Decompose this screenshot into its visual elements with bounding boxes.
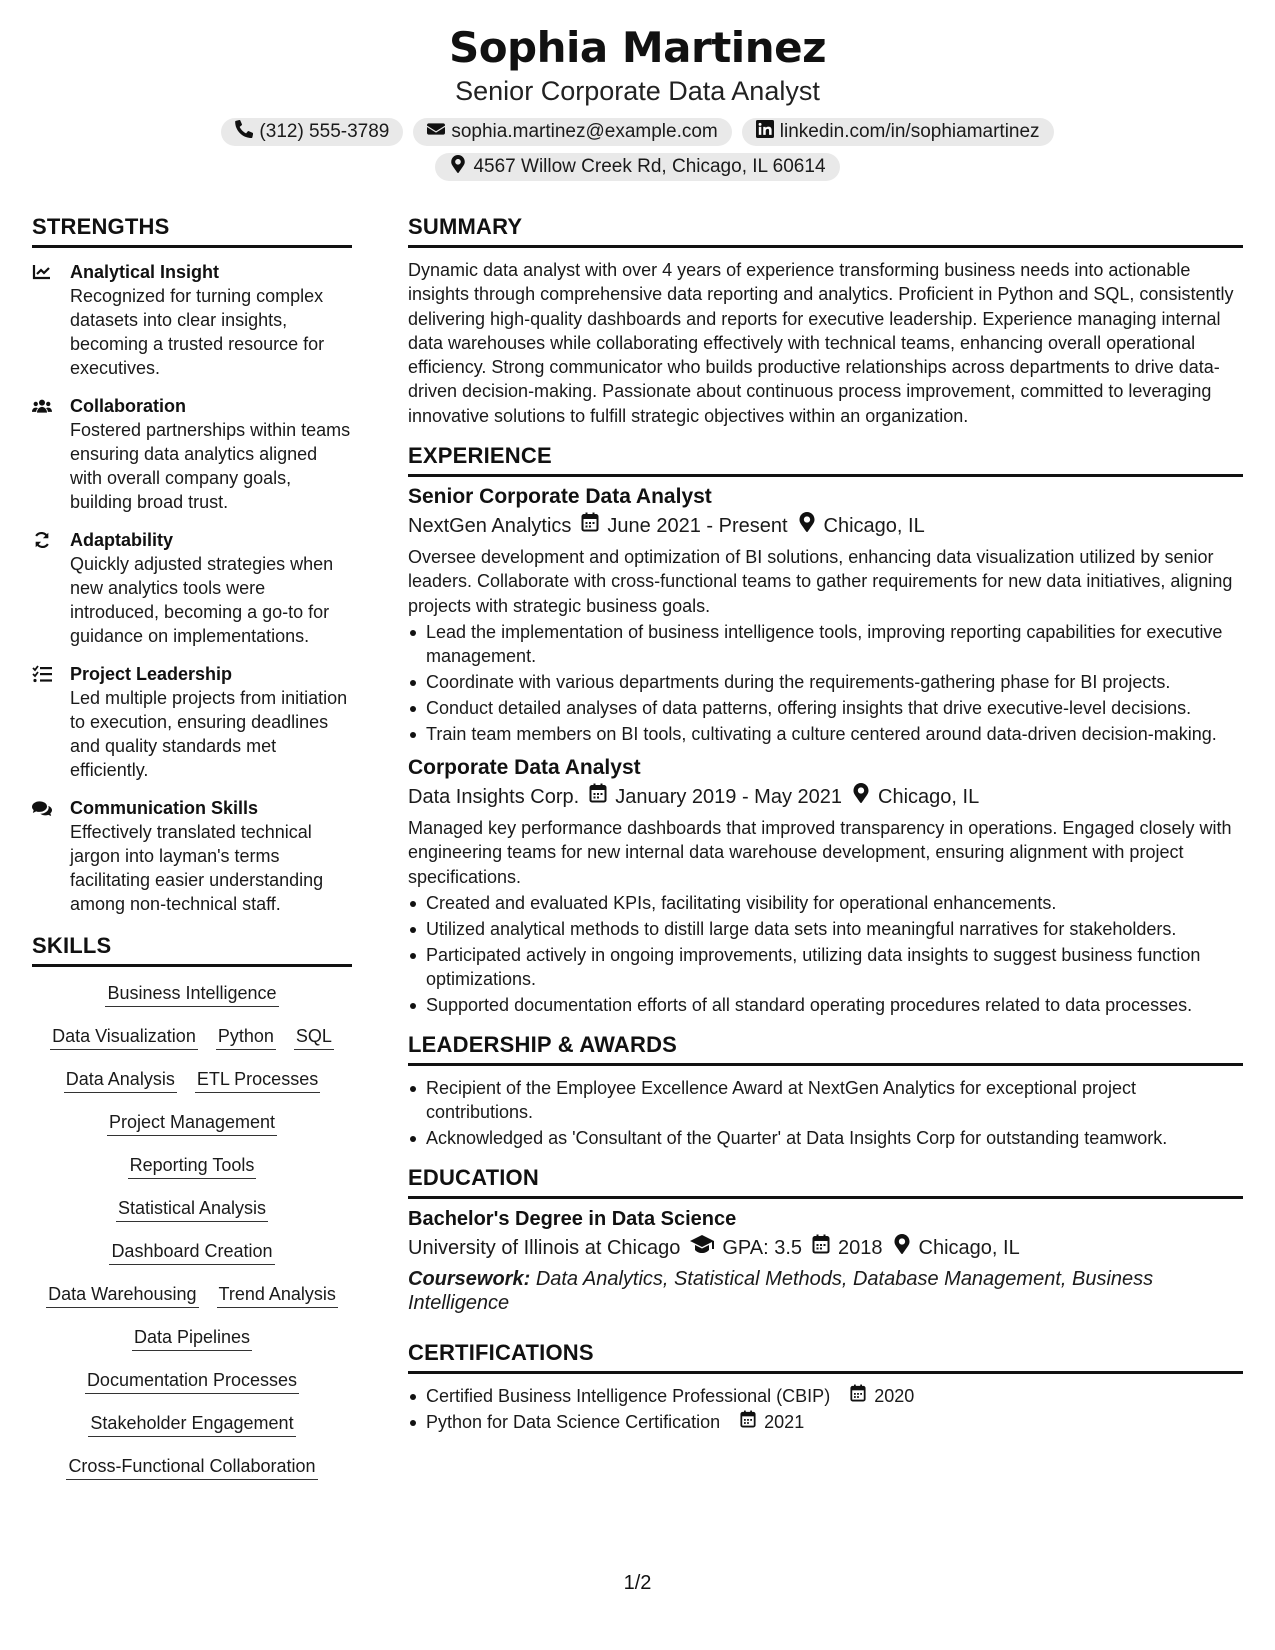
job-meta — [408, 782, 1243, 812]
company-name: Data Insights Corp. — [408, 785, 580, 808]
skills-list — [32, 977, 352, 1480]
phone-chip[interactable] — [221, 118, 403, 146]
job-description: Oversee development and optimization of BI solutions, enhancing data visualization utilized by senior leaders. Collaborate with cross-functional teams to gather requirements for new data initiatives, aligning projects with strategic business goals. — [408, 547, 1233, 616]
strength-desc: Recognized for turning complex datasets into clear insights, becoming a trusted resource for executives. — [70, 286, 325, 378]
coursework — [408, 1267, 1243, 1315]
candidate-title: Senior Corporate Data Analyst — [455, 76, 820, 106]
phone-icon — [235, 120, 253, 144]
strength-title: Project Leadership — [70, 664, 233, 684]
sync-icon — [32, 528, 56, 648]
job-title: Corporate Data Analyst — [408, 755, 641, 779]
skills-heading: SKILLS — [32, 932, 352, 967]
strength-desc: Led multiple projects from initiation to execution, ensuring deadlines and quality standards met efficiently. — [70, 688, 348, 780]
school-name: University of Illinois at Chicago — [408, 1236, 681, 1259]
linkedin-icon — [756, 120, 774, 144]
skill-tag: SQL — [294, 1024, 334, 1050]
strength-title: Adaptability — [70, 530, 174, 550]
education-location: Chicago, IL — [918, 1236, 1020, 1259]
linkedin-chip[interactable] — [742, 118, 1054, 146]
job-meta — [408, 511, 1243, 541]
strength-title: Analytical Insight — [70, 262, 220, 282]
job-dates: June 2021 - Present — [607, 515, 788, 538]
chart-line-icon — [32, 260, 56, 380]
job-bullet: Supported documentation efforts of all standard operating procedures related to data processes. — [408, 993, 1243, 1017]
strength-desc: Quickly adjusted strategies when new analytics tools were introduced, becoming a go-to for guidance on implementations. — [70, 554, 334, 646]
address-chip[interactable] — [435, 153, 839, 181]
awards-heading: LEADERSHIP & AWARDS — [408, 1031, 1243, 1066]
job-title: Senior Corporate Data Analyst — [408, 485, 712, 509]
education-meta — [408, 1233, 1243, 1263]
graduation-year: 2018 — [838, 1236, 883, 1259]
users-icon — [32, 394, 56, 514]
summary-text: Dynamic data analyst with over 4 years of experience transforming business needs into actionable insights through comprehensive data reporting and analytics. Proficient in Python and SQL, consistently delivering high-quality dashboards and reports for executive leadership. Experience managing internal data warehouses while collaborating effectively with technical teams, enhancing overall operational efficiency. Strong communicator who builds productive relationships across departments to drive data-driven decision-making. Passionate about continuous process improvement, committed to leveraging innovative solutions to fulfill strategic objectives within an organization. — [408, 260, 1234, 426]
right-column — [408, 213, 1243, 1436]
skill-tag: ETL Processes — [195, 1067, 320, 1093]
strength-item — [32, 796, 352, 916]
address-text: 4567 Willow Creek Rd, Chicago, IL 60614 — [473, 156, 826, 177]
phone-text: (312) 555-3789 — [259, 121, 390, 142]
job-bullets — [408, 620, 1243, 746]
strength-desc: Effectively translated technical jargon into layman's terms facilitating easier understanding among non-technical staff. — [70, 822, 324, 914]
job-bullet: Train team members on BI tools, cultivating a culture centered around data-driven decision-making. — [408, 722, 1243, 746]
certifications-list — [408, 1384, 1243, 1434]
strength-item — [32, 260, 352, 380]
gpa: GPA: 3.5 — [722, 1236, 803, 1259]
list-check-icon — [32, 662, 56, 782]
skill-tag: Dashboard Creation — [109, 1239, 274, 1265]
contact-chips — [218, 118, 1058, 181]
skill-tag: Cross-Functional Collaboration — [66, 1454, 317, 1480]
job-entry — [408, 754, 1243, 1017]
skill-tag: Trend Analysis — [217, 1282, 338, 1308]
candidate-name: Sophia Martinez — [448, 23, 827, 72]
calendar-icon — [838, 1384, 866, 1408]
education-heading: EDUCATION — [408, 1164, 1243, 1199]
summary-heading: SUMMARY — [408, 213, 1243, 248]
experience-heading: EXPERIENCE — [408, 442, 1243, 477]
strength-item — [32, 394, 352, 514]
strength-desc: Fostered partnerships within teams ensuring data analytics aligned with overall company goals, building broad trust. — [70, 420, 351, 512]
strength-title: Collaboration — [70, 396, 186, 416]
job-bullet: Created and evaluated KPIs, facilitating visibility for operational enhancements. — [408, 891, 1243, 915]
job-bullet: Participated actively in ongoing improvements, utilizing data insights to suggest business function optimizations. — [408, 943, 1243, 991]
calendar-icon — [581, 511, 599, 541]
skill-tag: Stakeholder Engagement — [88, 1411, 295, 1437]
map-pin-icon — [852, 782, 870, 812]
certification-name: Certified Business Intelligence Professional (CBIP) — [426, 1385, 831, 1406]
skill-tag: Documentation Processes — [85, 1368, 299, 1394]
email-chip[interactable] — [413, 118, 731, 146]
graduation-cap-icon — [690, 1233, 714, 1263]
certification-year: 2020 — [874, 1385, 915, 1406]
skill-tag: Data Analysis — [64, 1067, 177, 1093]
job-bullets — [408, 891, 1243, 1017]
job-location: Chicago, IL — [823, 515, 925, 538]
education-entry — [408, 1205, 1243, 1315]
certifications-heading: CERTIFICATIONS — [408, 1339, 1243, 1374]
company-name: NextGen Analytics — [408, 515, 572, 538]
skill-tag: Reporting Tools — [128, 1153, 257, 1179]
skill-tag: Statistical Analysis — [116, 1196, 268, 1222]
map-pin-icon — [449, 155, 467, 179]
strength-title: Communication Skills — [70, 798, 259, 818]
skill-tag: Business Intelligence — [105, 981, 278, 1007]
skill-tag: Data Pipelines — [132, 1325, 252, 1351]
calendar-icon — [728, 1410, 756, 1434]
strength-item — [32, 528, 352, 648]
job-bullet: Utilized analytical methods to distill large data sets into meaningful narratives for stakeholders. — [408, 917, 1243, 941]
award-item: Acknowledged as 'Consultant of the Quarter' at Data Insights Corp for outstanding teamwork. — [408, 1126, 1243, 1150]
linkedin-text: linkedin.com/in/sophiamartinez — [779, 121, 1040, 142]
strengths-heading: STRENGTHS — [32, 213, 352, 248]
job-bullet: Coordinate with various departments during the requirements-gathering phase for BI projects. — [408, 670, 1243, 694]
certification-item — [408, 1384, 1243, 1408]
award-item: Recipient of the Employee Excellence Award at NextGen Analytics for exceptional project contributions. — [408, 1076, 1243, 1124]
job-location: Chicago, IL — [878, 785, 980, 808]
strengths-list — [32, 258, 352, 916]
certification-item — [408, 1410, 1243, 1434]
skill-tag: Data Visualization — [50, 1024, 198, 1050]
job-description: Managed key performance dashboards that improved transparency in operations. Engaged closely with engineering teams for new internal data warehouse development, ensuring alignment with project specifications. — [408, 817, 1232, 887]
job-entry — [408, 483, 1243, 746]
strength-item — [32, 662, 352, 782]
skill-tag: Data Warehousing — [46, 1282, 198, 1308]
awards-list — [408, 1076, 1243, 1150]
map-pin-icon — [893, 1233, 911, 1263]
skill-tag: Python — [216, 1024, 276, 1050]
comments-icon — [32, 796, 56, 916]
skill-tag: Project Management — [107, 1110, 277, 1136]
page-number: 1/2 — [623, 1572, 652, 1594]
email-text: sophia.martinez@example.com — [451, 121, 718, 142]
certification-name: Python for Data Science Certification — [426, 1411, 721, 1432]
degree-title: Bachelor's Degree in Data Science — [408, 1207, 737, 1230]
certification-year: 2021 — [764, 1411, 805, 1432]
coursework-label: Coursework: — [408, 1267, 531, 1290]
calendar-icon — [812, 1233, 830, 1263]
calendar-icon — [589, 782, 607, 812]
job-dates: January 2019 - May 2021 — [615, 785, 843, 808]
envelope-icon — [427, 120, 445, 144]
coursework-list: Data Analytics, Statistical Methods, Database Management, Business Intelligence — [408, 1267, 1154, 1314]
map-pin-icon — [798, 511, 816, 541]
job-bullet: Lead the implementation of business intelligence tools, improving reporting capabilities for executive management. — [408, 620, 1243, 668]
left-column — [32, 213, 352, 1480]
job-bullet: Conduct detailed analyses of data patterns, offering insights that drive executive-level decisions. — [408, 696, 1243, 720]
resume-header — [0, 22, 1275, 181]
